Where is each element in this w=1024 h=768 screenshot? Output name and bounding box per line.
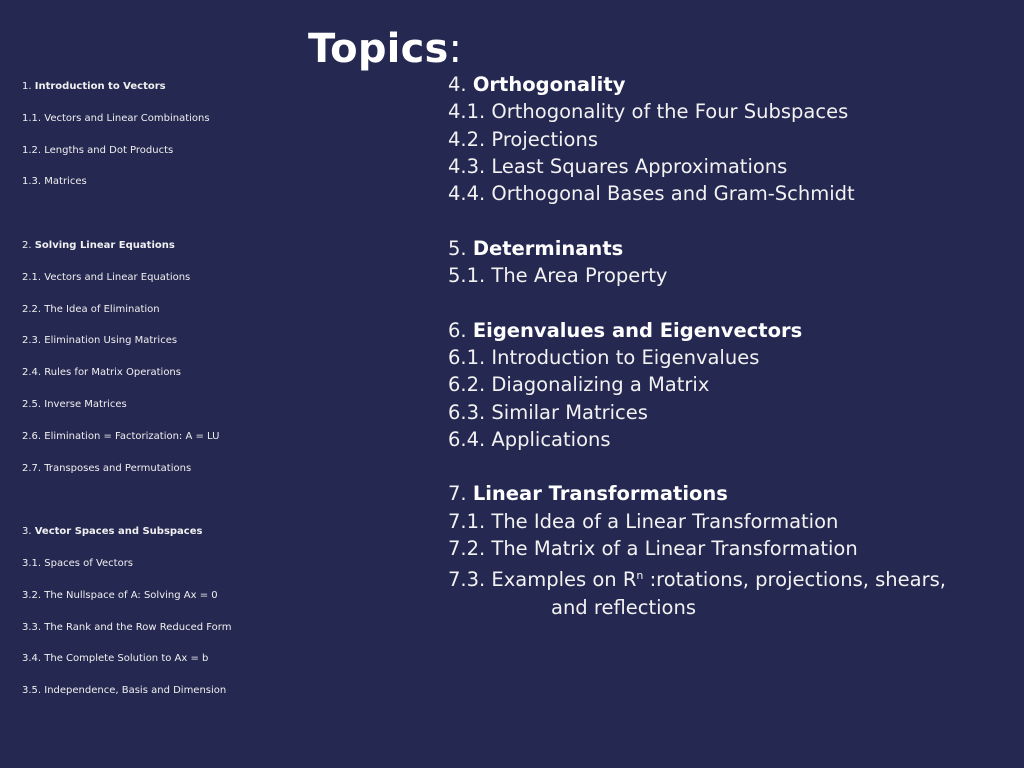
topic-item: 3.3. The Rank and the Row Reduced Form <box>22 621 232 633</box>
topic-item: 2.1. Vectors and Linear Equations <box>22 271 191 283</box>
topic-item: 7.1. The Idea of a Linear Transformation <box>448 509 839 533</box>
topic-item: 6.2. Diagonalizing a Matrix <box>448 373 710 397</box>
section-title: Solving Linear Equations <box>34 239 175 251</box>
title-colon: : <box>448 26 463 72</box>
topic-item: 4.3. Least Squares Approximations <box>448 154 788 178</box>
section-heading-2 <box>22 239 412 271</box>
topic-item: 5.1. The Area Property <box>448 264 668 288</box>
topic-item-continuation: and reflections <box>551 595 696 619</box>
section-heading-5 <box>448 235 1008 262</box>
topic-item: 3.1. Spaces of Vectors <box>22 557 134 569</box>
section-number: 4. <box>448 73 467 96</box>
topic-item: 6.3. Similar Matrices <box>448 400 648 424</box>
topic-item: 1.2. Lengths and Dot Products <box>22 144 174 156</box>
topic-item: 6.1. Introduction to Eigenvalues <box>448 345 760 369</box>
left-topic-column <box>22 80 412 716</box>
superscript-n: n <box>636 569 644 583</box>
topic-item: 7.2. The Matrix of a Linear Transformation <box>448 537 858 561</box>
section-number: 7. <box>448 482 467 506</box>
topic-item: 3.5. Independence, Basis and Dimension <box>22 685 227 697</box>
topic-item: 2.3. Elimination Using Matrices <box>22 335 178 347</box>
section-number: 2. <box>22 239 32 251</box>
section-heading-6 <box>448 317 1008 344</box>
right-topic-column <box>448 71 1008 621</box>
section-heading-3 <box>22 525 412 557</box>
topic-item: 4.1. Orthogonality of the Four Subspaces <box>448 100 849 124</box>
page-title <box>308 26 462 72</box>
section-title: Eigenvalues and Eigenvectors <box>472 318 803 342</box>
topic-item: 4.4. Orthogonal Bases and Gram-Schmidt <box>448 182 855 206</box>
topic-text: 7.3. Examples on R <box>448 568 637 592</box>
topic-item: 2.2. The Idea of Elimination <box>22 303 160 315</box>
topic-item: 3.2. The Nullspace of A: Solving Ax = 0 <box>22 589 218 601</box>
topic-text: :rotations, projections, shears, <box>643 568 946 592</box>
section-heading-4 <box>448 71 1008 98</box>
topic-item: 6.4. Applications <box>448 427 611 451</box>
topic-item: 4.2. Projections <box>448 127 598 151</box>
section-heading-7 <box>448 480 1008 507</box>
topic-item: 1.3. Matrices <box>22 176 87 188</box>
title-text: Topics <box>308 26 449 72</box>
section-number: 6. <box>448 318 467 342</box>
topic-item: 2.4. Rules for Matrix Operations <box>22 367 181 379</box>
section-title: Vector Spaces and Subspaces <box>34 526 203 538</box>
section-title: Introduction to Vectors <box>34 81 166 92</box>
section-title: Determinants <box>472 236 624 260</box>
topic-item-7-3 <box>448 562 1008 593</box>
section-heading-1 <box>22 80 412 112</box>
topic-item: 1.1. Vectors and Linear Combinations <box>22 112 210 124</box>
topic-item: 2.6. Elimination = Factorization: A = LU <box>22 430 220 442</box>
topic-item: 3.4. The Complete Solution to Ax = b <box>22 653 209 665</box>
section-number: 5. <box>448 236 467 260</box>
topic-item: 2.7. Transposes and Permutations <box>22 462 192 474</box>
section-number: 1. <box>22 81 32 92</box>
section-title: Orthogonality <box>472 73 626 96</box>
section-number: 3. <box>22 526 32 538</box>
topic-item: 2.5. Inverse Matrices <box>22 398 127 410</box>
section-title: Linear Transformations <box>472 482 728 506</box>
